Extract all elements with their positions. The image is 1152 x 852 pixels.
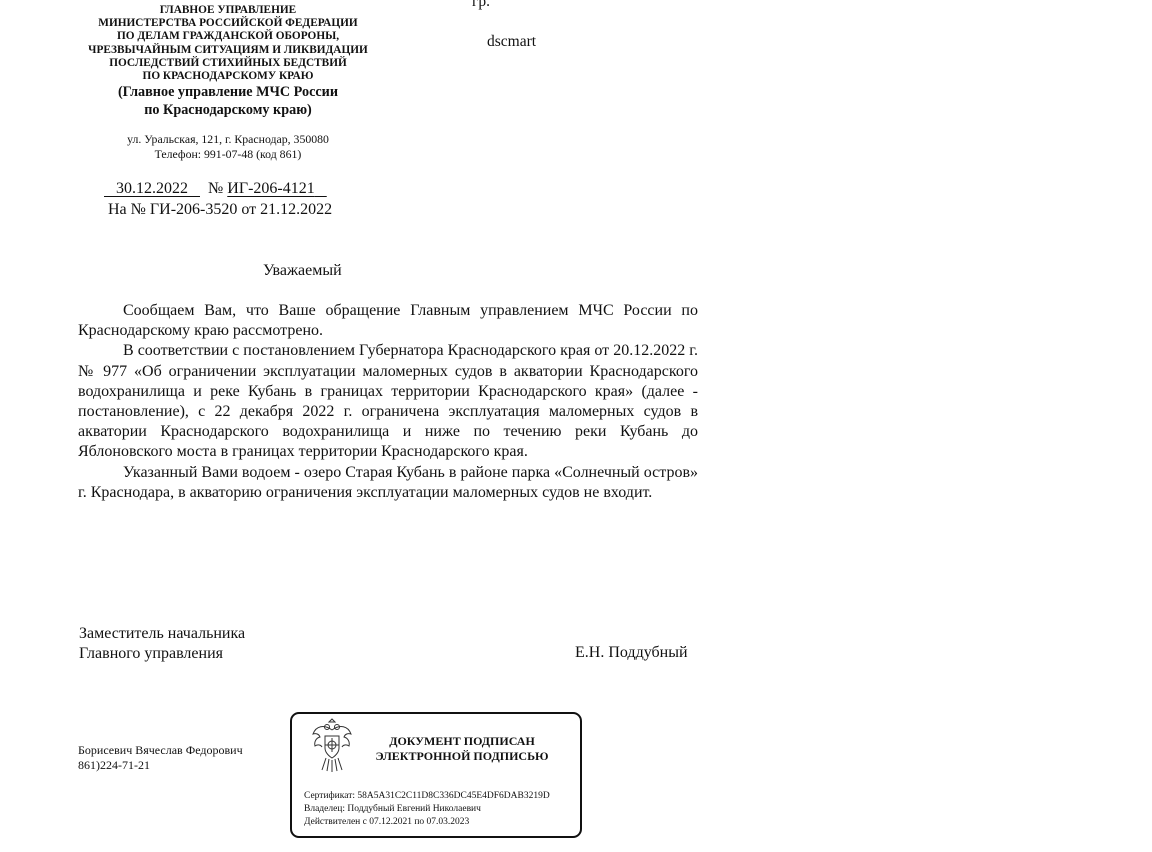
agency-line: ГЛАВНОЕ УПРАВЛЕНИЕ [159,4,297,16]
agency-address: ул. Уральская, 121, г. Краснодар, 350080 [127,132,329,146]
agency-short-name: по Краснодарскому краю) [144,102,312,119]
agency-contacts [78,132,378,162]
stamp-title [362,734,562,764]
agency-header [78,4,378,119]
position-line: Главного управления [79,645,223,663]
reply-reference: На № ГИ-206-3520 от 21.12.2022 [108,201,333,218]
stamp-title-line: ЭЛЕКТРОННОЙ ПОДПИСЬЮ [375,749,549,763]
e-signature-stamp [290,712,582,838]
signatory-name: Е.Н. Поддубный [575,644,688,661]
body-paragraph: Сообщаем Вам, что Ваше обращение Главным управлением МЧС России по Краснодарскому краю рассмотрено. [78,302,698,340]
stamp-details [304,790,580,829]
recipient-name: dscmart [487,33,537,50]
agency-line: ПОСЛЕДСТВИЙ СТИХИЙНЫХ БЕДСТВИЙ [109,56,347,69]
agency-line: ПО ДЕЛАМ ГРАЖДАНСКОЙ ОБОРОНЫ, [116,30,340,43]
executor-name: Борисевич Вячеслав Федорович [78,743,243,757]
certificate-owner: Владелец: Поддубный Евгений Николаевич [304,804,481,814]
executor-info [78,743,243,773]
signatory-position [79,624,245,664]
certificate-number: Сертификат: 58A5A31C2C11D8C336DC45E4DF6DAB3219D [304,791,550,801]
agency-short-name: (Главное управление МЧС России [117,84,339,101]
registration-date: 30.12.2022 [116,180,188,197]
body-paragraph: В соответствии с постановлением Губернатора Краснодарского края от 20.12.2022 г. № 977 «Об ограничении эксплуатации маломерных судов в акватории Краснодарского водохранилища и реке Кубань в границах территории Краснодарского края» (далее - постановление), с 22 декабря 2022 г. ограничена эксплуатация маломерных судов в акватории Краснодарского водохранилища и ниже по течению реки Кубань до Яблоновского моста в границах территории Краснодарского края. [78,342,698,461]
executor-phone: 861)224-71-21 [78,758,150,772]
registration-line [104,180,327,198]
recipient-prefix: гр. [472,0,490,10]
position-line: Заместитель начальника [79,625,246,642]
agency-line: ПО КРАСНОДАРСКОМУ КРАЮ [142,70,314,83]
mchs-emblem-icon [310,718,354,774]
agency-line: МИНИСТЕРСТВА РОССИЙСКОЙ ФЕДЕРАЦИИ [98,17,358,30]
number-sign: № [208,180,224,197]
registration-number: ИГ-206-4121 [227,180,315,197]
agency-phone: Телефон: 991-07-48 (код 861) [154,147,302,161]
greeting: Уважаемый [263,262,342,279]
body-paragraph: Указанный Вами водоем - озеро Старая Кубань в районе парка «Солнечный остров» г. Краснодара, в акваторию ограничения эксплуатации маломерных судов не входит. [78,463,698,501]
stamp-title-line: ДОКУМЕНТ ПОДПИСАН [389,734,535,748]
letter-body [78,301,698,503]
agency-line: ЧРЕЗВЫЧАЙНЫМ СИТУАЦИЯМ И ЛИКВИДАЦИИ [88,43,368,56]
certificate-validity: Действителен с 07.12.2021 по 07.03.2023 [304,817,470,827]
